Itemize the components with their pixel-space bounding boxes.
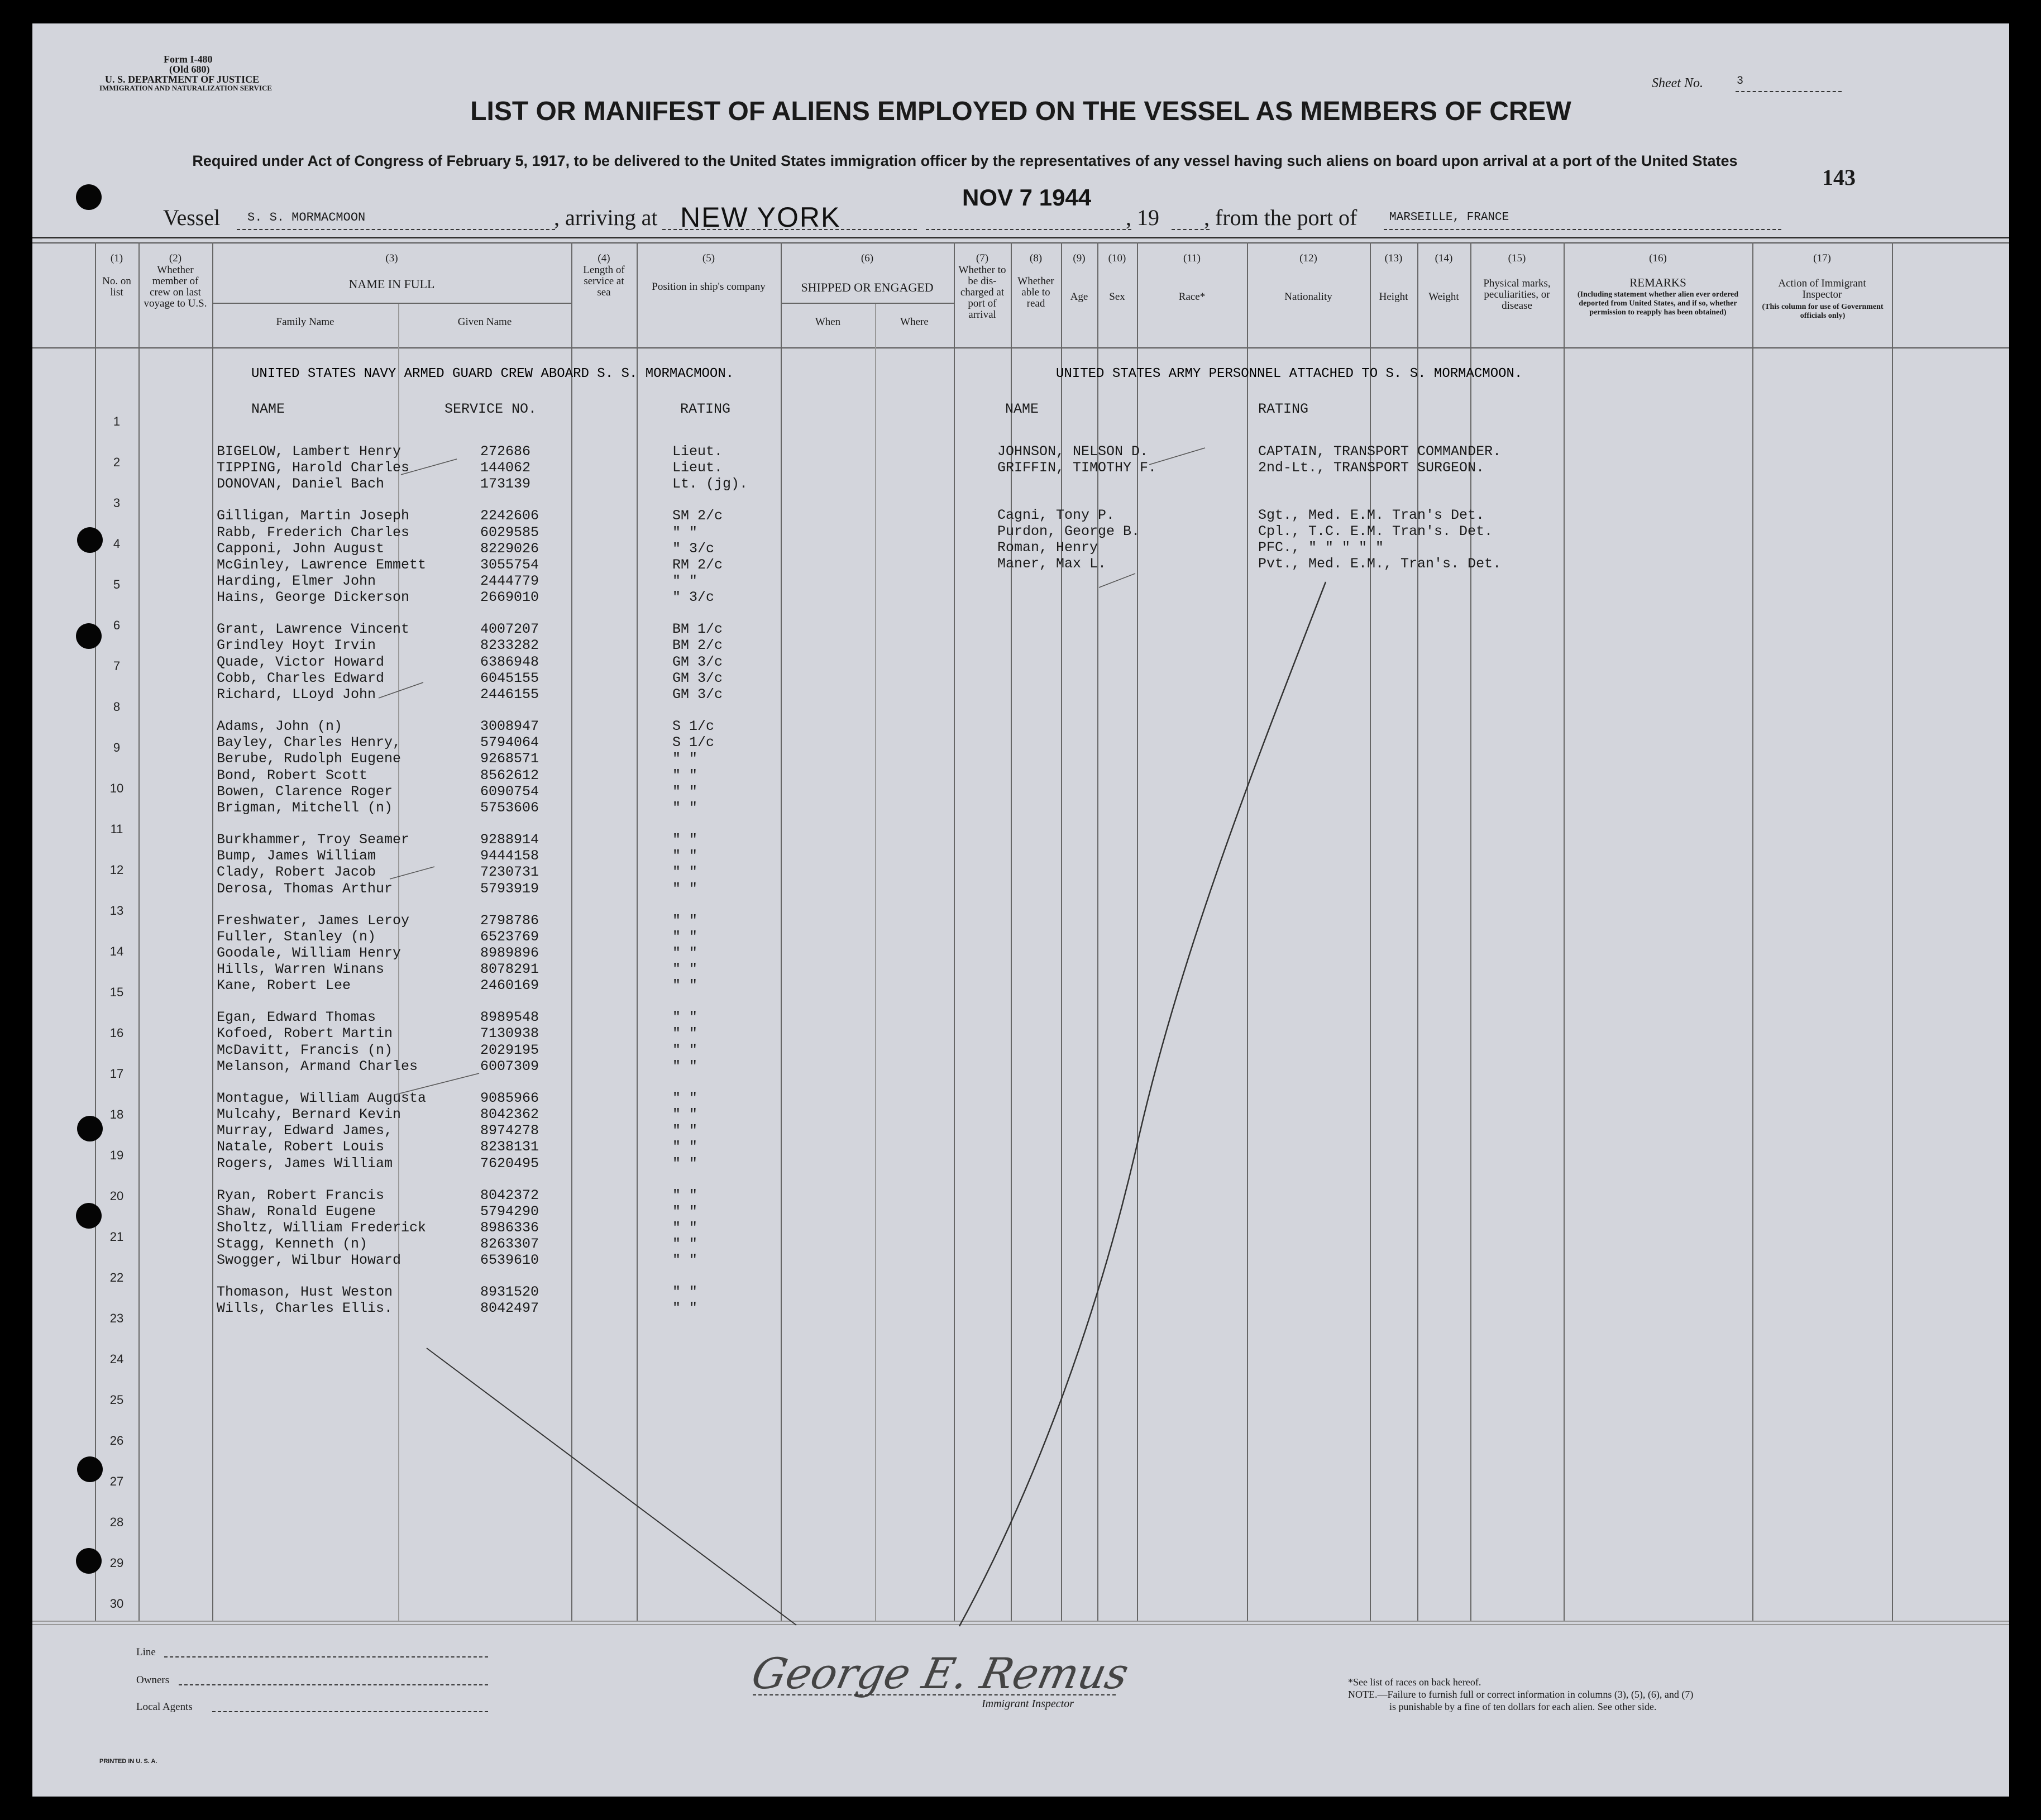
crew-service-no: 8078291 bbox=[480, 961, 539, 977]
crew-service-no: 6386948 bbox=[480, 654, 539, 670]
crew-name: Grant, Lawrence Vincent bbox=[217, 621, 410, 637]
crew-service-no: 9085966 bbox=[480, 1090, 539, 1106]
col13-header: Height bbox=[1379, 291, 1408, 303]
crew-rating: " " bbox=[672, 800, 698, 816]
vessel-label: Vessel bbox=[163, 205, 221, 230]
crew-service-no: 7130938 bbox=[480, 1025, 539, 1042]
crew-rating: " " bbox=[672, 832, 698, 848]
col3-num: (3) bbox=[385, 252, 398, 264]
crew-name: McDavitt, Francis (n) bbox=[217, 1042, 393, 1058]
line-number: 26 bbox=[109, 1434, 124, 1448]
crew-name: Murray, Edward James, bbox=[217, 1122, 393, 1139]
crew-service-no: 8238131 bbox=[480, 1139, 539, 1155]
sheet-label: Sheet No. bbox=[1652, 76, 1703, 90]
col12-num: (12) bbox=[1299, 252, 1317, 264]
crew-name: Brigman, Mitchell (n) bbox=[217, 800, 393, 816]
crew-name: Quade, Victor Howard bbox=[217, 654, 385, 670]
crew-name: Shaw, Ronald Eugene bbox=[217, 1203, 376, 1220]
line-number: 29 bbox=[109, 1556, 124, 1570]
footer-agents-label: Local Agents bbox=[136, 1701, 193, 1713]
crew-service-no: 8989548 bbox=[480, 1009, 539, 1025]
crew-rating: Lt. (jg). bbox=[672, 476, 748, 492]
col16-num: (16) bbox=[1649, 252, 1667, 264]
line-number: 19 bbox=[109, 1148, 124, 1162]
crew-service-no: 2029195 bbox=[480, 1042, 539, 1058]
crew-service-no: 2446155 bbox=[480, 686, 539, 703]
line-number: 5 bbox=[113, 577, 121, 591]
where-header: Where bbox=[900, 316, 929, 328]
vessel-name: S. S. MORMACMOON bbox=[247, 211, 366, 224]
crew-rating: " " bbox=[672, 1042, 698, 1058]
old-form-number: (Old 680) bbox=[169, 64, 210, 75]
crew-name: Hains, George Dickerson bbox=[217, 589, 410, 605]
crew-rating: " " bbox=[672, 1139, 698, 1155]
line-number: 9 bbox=[113, 741, 121, 754]
crew-service-no: 272686 bbox=[480, 443, 531, 460]
army-rating: PFC., " " " " " bbox=[1258, 539, 1384, 556]
col3-header: NAME IN FULL bbox=[348, 277, 435, 291]
crew-rating: " " bbox=[672, 881, 698, 897]
col6-num: (6) bbox=[861, 252, 874, 264]
crew-name: Rogers, James William bbox=[217, 1155, 393, 1172]
col15-num: (15) bbox=[1508, 252, 1526, 264]
crew-name: Bowen, Clarence Roger bbox=[217, 784, 393, 800]
crew-service-no: 5794064 bbox=[480, 734, 539, 751]
col5-num: (5) bbox=[702, 252, 715, 264]
crew-service-no: 2460169 bbox=[480, 977, 539, 993]
crew-name: Stagg, Kenneth (n) bbox=[217, 1236, 368, 1252]
col6-header: SHIPPED OR ENGAGED bbox=[801, 280, 934, 294]
form-number: Form I-480 bbox=[164, 54, 213, 65]
footer-line-underline bbox=[164, 1656, 488, 1657]
page-title: LIST OR MANIFEST OF ALIENS EMPLOYED ON THE VESSEL AS MEMBERS OF CREW bbox=[470, 97, 1571, 126]
crew-rating: GM 3/c bbox=[672, 670, 723, 686]
crew-service-no: 7230731 bbox=[480, 864, 539, 880]
family-name-header: Family Name bbox=[276, 316, 334, 328]
col7-num: (7) bbox=[976, 252, 989, 264]
stamp-number: 143 bbox=[1822, 165, 1856, 190]
crew-service-no: 7620495 bbox=[480, 1155, 539, 1172]
line-number: 3 bbox=[113, 496, 121, 510]
col2-header: Whether member of crew on last voyage to U.S. bbox=[144, 264, 207, 309]
crew-name: Gilligan, Martin Joseph bbox=[217, 508, 410, 524]
crew-name: Richard, LLoyd John bbox=[217, 686, 376, 703]
when-header: When bbox=[815, 316, 841, 328]
crew-rating: SM 2/c bbox=[672, 508, 723, 524]
army-name: Cagni, Tony P. bbox=[997, 507, 1115, 523]
inspector-signature: George E. Remus bbox=[747, 1649, 1134, 1698]
line-number: 12 bbox=[109, 863, 124, 877]
crew-service-no: 8042497 bbox=[480, 1300, 539, 1316]
crew-name: Hills, Warren Winans bbox=[217, 961, 385, 977]
col14-num: (14) bbox=[1435, 252, 1453, 264]
punch-hole bbox=[76, 1548, 102, 1574]
line-number: 24 bbox=[109, 1352, 124, 1366]
crew-rating: " " bbox=[672, 1203, 698, 1220]
line-number: 14 bbox=[109, 944, 124, 958]
crew-name: DONOVAN, Daniel Bach bbox=[217, 476, 385, 492]
crew-rating: GM 3/c bbox=[672, 654, 723, 670]
arriving-label: , arriving at bbox=[554, 205, 658, 230]
col12-header: Nationality bbox=[1284, 291, 1332, 303]
col8-num: (8) bbox=[1029, 252, 1043, 264]
col17-subheader: (This column for use of Government officials only) bbox=[1762, 303, 1884, 320]
crew-service-no: 8229026 bbox=[480, 541, 539, 557]
punch-hole bbox=[76, 1203, 102, 1229]
crew-name: Melanson, Armand Charles bbox=[217, 1058, 418, 1074]
crew-service-no: 5793919 bbox=[480, 881, 539, 897]
col1-header: No. on list bbox=[102, 275, 131, 298]
crew-rating: " " bbox=[672, 573, 698, 589]
punch-hole bbox=[76, 184, 102, 210]
crew-rating: S 1/c bbox=[672, 718, 715, 734]
crew-rating: " " bbox=[672, 1009, 698, 1025]
col7-header: Whether to be dis-charged at port of arrival bbox=[958, 264, 1006, 321]
line-number: 13 bbox=[109, 904, 124, 918]
army-name: GRIFFIN, TIMOTHY F. bbox=[997, 460, 1157, 476]
line-number: 4 bbox=[113, 537, 121, 551]
army-rating: CAPTAIN, TRANSPORT COMMANDER. bbox=[1258, 443, 1502, 460]
army-rating: Cpl., T.C. E.M. Tran's. Det. bbox=[1258, 523, 1493, 539]
crew-name: Bayley, Charles Henry, bbox=[217, 734, 401, 751]
pencil-line-left bbox=[427, 1348, 796, 1625]
crew-service-no: 2669010 bbox=[480, 589, 539, 605]
col9-num: (9) bbox=[1073, 252, 1086, 264]
footer-line-label: Line bbox=[136, 1646, 156, 1658]
crew-service-no: 9288914 bbox=[480, 832, 539, 848]
crew-service-no: 8042362 bbox=[480, 1106, 539, 1122]
arriving-port: NEW YORK bbox=[680, 202, 841, 233]
crew-service-no: 8931520 bbox=[480, 1284, 539, 1300]
crew-rating: " " bbox=[672, 1187, 698, 1203]
crew-name: Bond, Robert Scott bbox=[217, 767, 368, 784]
crew-rating: Lieut. bbox=[672, 460, 723, 476]
army-name: JOHNSON, NELSON D. bbox=[997, 443, 1149, 460]
line-number: 25 bbox=[109, 1393, 124, 1407]
crew-name: Mulcahy, Bernard Kevin bbox=[217, 1106, 401, 1122]
service-name: IMMIGRATION AND NATURALIZATION SERVICE bbox=[99, 84, 273, 92]
line-number: 28 bbox=[109, 1515, 124, 1529]
crew-rating: " " bbox=[672, 848, 698, 864]
col5-header: Position in ship's company bbox=[652, 281, 766, 293]
pencil-line-right bbox=[959, 582, 1326, 1626]
line-number: 15 bbox=[109, 985, 124, 999]
footer-agents-underline bbox=[212, 1711, 488, 1712]
crew-rating: " " bbox=[672, 1106, 698, 1122]
navy-name-header: NAME bbox=[251, 401, 285, 417]
crew-name: Kofoed, Robert Martin bbox=[217, 1025, 393, 1042]
punch-hole bbox=[77, 1456, 103, 1482]
line-number: 8 bbox=[113, 700, 121, 714]
crew-service-no: 3055754 bbox=[480, 557, 539, 573]
crew-service-no: 8974278 bbox=[480, 1122, 539, 1139]
crew-name: Wills, Charles Ellis. bbox=[217, 1300, 393, 1316]
navy-rating-header: RATING bbox=[680, 401, 731, 417]
crew-name: Ryan, Robert Francis bbox=[217, 1187, 385, 1203]
crew-service-no: 8562612 bbox=[480, 767, 539, 784]
line-number: 16 bbox=[109, 1026, 124, 1040]
crew-rating: " " bbox=[672, 1252, 698, 1268]
penalty-note-cont: is punishable by a fine of ten dollars for each alien. See other side. bbox=[1389, 1701, 1657, 1712]
col2-num: (2) bbox=[169, 252, 182, 264]
crew-service-no: 8042372 bbox=[480, 1187, 539, 1203]
crew-service-no: 4007207 bbox=[480, 621, 539, 637]
army-section-title: UNITED STATES ARMY PERSONNEL ATTACHED TO S. S. MORMACMOON. bbox=[1056, 366, 1523, 381]
crew-service-no: 2242606 bbox=[480, 508, 539, 524]
col15-header: Physical marks, peculiarities, or disease bbox=[1483, 278, 1551, 312]
crew-name: Clady, Robert Jacob bbox=[217, 864, 376, 880]
line-number: 21 bbox=[109, 1230, 124, 1244]
punch-hole bbox=[76, 623, 102, 649]
inspector-label: Immigrant Inspector bbox=[982, 1698, 1074, 1710]
crew-rating: " " bbox=[672, 945, 698, 961]
line-number: 17 bbox=[109, 1067, 124, 1081]
crew-service-no: 9268571 bbox=[480, 751, 539, 767]
crew-rating: " " bbox=[672, 1300, 698, 1316]
line-number: 1 bbox=[113, 414, 121, 428]
given-name-header: Given Name bbox=[457, 316, 512, 328]
subtitle: Required under Act of Congress of February 5, 1917, to be delivered to the United States immigration officer by the representatives of any vessel having such aliens on board upon arrival at a port of the United States bbox=[192, 152, 1738, 169]
line-number: 30 bbox=[109, 1597, 124, 1611]
army-rating: Sgt., Med. E.M. Tran's Det. bbox=[1258, 507, 1485, 523]
crew-rating: " " bbox=[672, 524, 698, 541]
crew-rating: " " bbox=[672, 1155, 698, 1172]
col17-header: Action of Immigrant Inspector bbox=[1778, 278, 1866, 300]
date-stamp: NOV 7 1944 bbox=[962, 184, 1092, 211]
crew-service-no: 6029585 bbox=[480, 524, 539, 541]
crew-rating: " " bbox=[672, 1090, 698, 1106]
crew-service-no: 8263307 bbox=[480, 1236, 539, 1252]
crew-rating: " " bbox=[672, 784, 698, 800]
crew-service-no: 2798786 bbox=[480, 913, 539, 929]
army-rating: 2nd-Lt., TRANSPORT SURGEON. bbox=[1258, 460, 1485, 476]
crew-name: Capponi, John August bbox=[217, 541, 385, 557]
col17-num: (17) bbox=[1813, 252, 1831, 264]
crew-service-no: 2444779 bbox=[480, 573, 539, 589]
crew-service-no: 6045155 bbox=[480, 670, 539, 686]
col4-num: (4) bbox=[598, 252, 610, 264]
crew-name: Kane, Robert Lee bbox=[217, 977, 351, 993]
crew-rating: " " bbox=[672, 1236, 698, 1252]
line-number: 22 bbox=[109, 1270, 124, 1284]
crew-rating: " " bbox=[672, 1284, 698, 1300]
crew-rating: " 3/c bbox=[672, 541, 715, 557]
crew-service-no: 6090754 bbox=[480, 784, 539, 800]
line-number: 20 bbox=[109, 1189, 124, 1203]
crew-rating: " " bbox=[672, 751, 698, 767]
army-rating-header: RATING bbox=[1258, 401, 1309, 417]
line-number: 10 bbox=[109, 781, 124, 795]
col14-header: Weight bbox=[1428, 291, 1459, 303]
crew-rating: " " bbox=[672, 929, 698, 945]
army-rating: Pvt., Med. E.M., Tran's. Det. bbox=[1258, 556, 1502, 572]
crew-name: Freshwater, James Leroy bbox=[217, 913, 410, 929]
crew-service-no: 8986336 bbox=[480, 1220, 539, 1236]
crew-rating: " " bbox=[672, 977, 698, 993]
col16-subheader: (Including statement whether alien ever ordered deported from United States, and if so, whether permission to reapply has been obtained) bbox=[1577, 290, 1739, 317]
crew-service-no: 5794290 bbox=[480, 1203, 539, 1220]
footer-owners-label: Owners bbox=[136, 1674, 170, 1686]
crew-name: Harding, Elmer John bbox=[217, 573, 376, 589]
crew-name: Cobb, Charles Edward bbox=[217, 670, 385, 686]
races-note: *See list of races on back hereof. bbox=[1348, 1676, 1481, 1688]
penalty-note: NOTE.—Failure to furnish full or correct information in columns (3), (5), (6), and (7) bbox=[1348, 1689, 1694, 1700]
line-number: 23 bbox=[109, 1311, 124, 1325]
crew-service-no: 8989896 bbox=[480, 945, 539, 961]
crew-rating: " " bbox=[672, 1058, 698, 1074]
col9-header: Age bbox=[1070, 291, 1088, 303]
col16-header: REMARKS bbox=[1629, 276, 1686, 289]
col1-num: (1) bbox=[110, 252, 123, 264]
crew-service-no: 173139 bbox=[480, 476, 531, 492]
col10-header: Sex bbox=[1109, 291, 1125, 303]
crew-service-no: 6539610 bbox=[480, 1252, 539, 1268]
pencil-marks bbox=[32, 23, 2009, 1797]
crew-name: TIPPING, Harold Charles bbox=[217, 460, 410, 476]
crew-name: Natale, Robert Louis bbox=[217, 1139, 385, 1155]
army-name: Maner, Max L. bbox=[997, 556, 1107, 572]
crew-rating: " " bbox=[672, 1025, 698, 1042]
printed-in: PRINTED IN U. S. A. bbox=[99, 1758, 157, 1765]
crew-service-no: 6523769 bbox=[480, 929, 539, 945]
crew-rating: RM 2/c bbox=[672, 557, 723, 573]
col10-num: (10) bbox=[1108, 252, 1126, 264]
footer-owners-underline bbox=[179, 1684, 488, 1685]
crew-service-no: 3008947 bbox=[480, 718, 539, 734]
crew-name: McGinley, Lawrence Emmett bbox=[217, 557, 427, 573]
crew-name: Montague, William Augusta bbox=[217, 1090, 427, 1106]
crew-rating: " " bbox=[672, 913, 698, 929]
col8-header: Whether able to read bbox=[1017, 275, 1054, 309]
crew-rating: " " bbox=[672, 767, 698, 784]
army-name: Roman, Henry bbox=[997, 539, 1098, 556]
line-number: 7 bbox=[113, 659, 121, 673]
crew-name: Goodale, William Henry bbox=[217, 945, 401, 961]
navy-service-header: SERVICE NO. bbox=[444, 401, 537, 417]
crew-name: Berube, Rudolph Eugene bbox=[217, 751, 401, 767]
col11-num: (11) bbox=[1183, 252, 1201, 264]
crew-rating: " 3/c bbox=[672, 589, 715, 605]
crew-rating: BM 1/c bbox=[672, 621, 723, 637]
crew-name: Derosa, Thomas Arthur bbox=[217, 881, 393, 897]
line-number: 2 bbox=[113, 455, 121, 469]
crew-name: BIGELOW, Lambert Henry bbox=[217, 443, 401, 460]
crew-rating: BM 2/c bbox=[672, 637, 723, 653]
crew-name: Sholtz, William Frederick bbox=[217, 1220, 427, 1236]
punch-hole bbox=[77, 527, 103, 553]
crew-service-no: 9444158 bbox=[480, 848, 539, 864]
col11-header: Race* bbox=[1178, 291, 1206, 303]
navy-section-title: UNITED STATES NAVY ARMED GUARD CREW ABOARD S. S. MORMACMOON. bbox=[251, 366, 734, 381]
crew-name: Thomason, Hust Weston bbox=[217, 1284, 393, 1300]
crew-service-no: 144062 bbox=[480, 460, 531, 476]
crew-rating: S 1/c bbox=[672, 734, 715, 751]
line-number: 11 bbox=[110, 822, 123, 836]
from-port-label: , from the port of bbox=[1204, 205, 1358, 230]
army-name-header: NAME bbox=[1005, 401, 1039, 417]
crew-name: Rabb, Frederich Charles bbox=[217, 524, 410, 541]
crew-name: Burkhammer, Troy Seamer bbox=[217, 832, 410, 848]
crew-name: Fuller, Stanley (n) bbox=[217, 929, 376, 945]
crew-rating: " " bbox=[672, 961, 698, 977]
line-number: 27 bbox=[109, 1474, 124, 1488]
line-number: 18 bbox=[109, 1107, 124, 1121]
signature-underline bbox=[753, 1694, 1116, 1695]
crew-rating: " " bbox=[672, 1220, 698, 1236]
army-name: Purdon, George B. bbox=[997, 523, 1140, 539]
crew-name: Grindley Hoyt Irvin bbox=[217, 637, 376, 653]
crew-service-no: 6007309 bbox=[480, 1058, 539, 1074]
crew-rating: Lieut. bbox=[672, 443, 723, 460]
crew-name: Swogger, Wilbur Howard bbox=[217, 1252, 401, 1268]
crew-service-no: 8233282 bbox=[480, 637, 539, 653]
crew-service-no: 5753606 bbox=[480, 800, 539, 816]
department: U. S. DEPARTMENT OF JUSTICE bbox=[105, 74, 260, 85]
crew-name: Adams, John (n) bbox=[217, 718, 343, 734]
crew-rating: GM 3/c bbox=[672, 686, 723, 703]
col4-header: Length of service at sea bbox=[583, 264, 625, 298]
year-label: , 19 bbox=[1126, 205, 1159, 230]
col13-num: (13) bbox=[1384, 252, 1403, 264]
crew-name: Bump, James William bbox=[217, 848, 376, 864]
crew-name: Egan, Edward Thomas bbox=[217, 1009, 376, 1025]
line-number: 6 bbox=[113, 618, 121, 632]
manifest-sheet bbox=[32, 23, 2009, 1797]
crew-rating: " " bbox=[672, 1122, 698, 1139]
punch-hole bbox=[77, 1116, 103, 1141]
crew-rating: " " bbox=[672, 864, 698, 880]
from-port: MARSEILLE, FRANCE bbox=[1389, 211, 1509, 224]
sheet-number: 3 bbox=[1737, 75, 1744, 88]
